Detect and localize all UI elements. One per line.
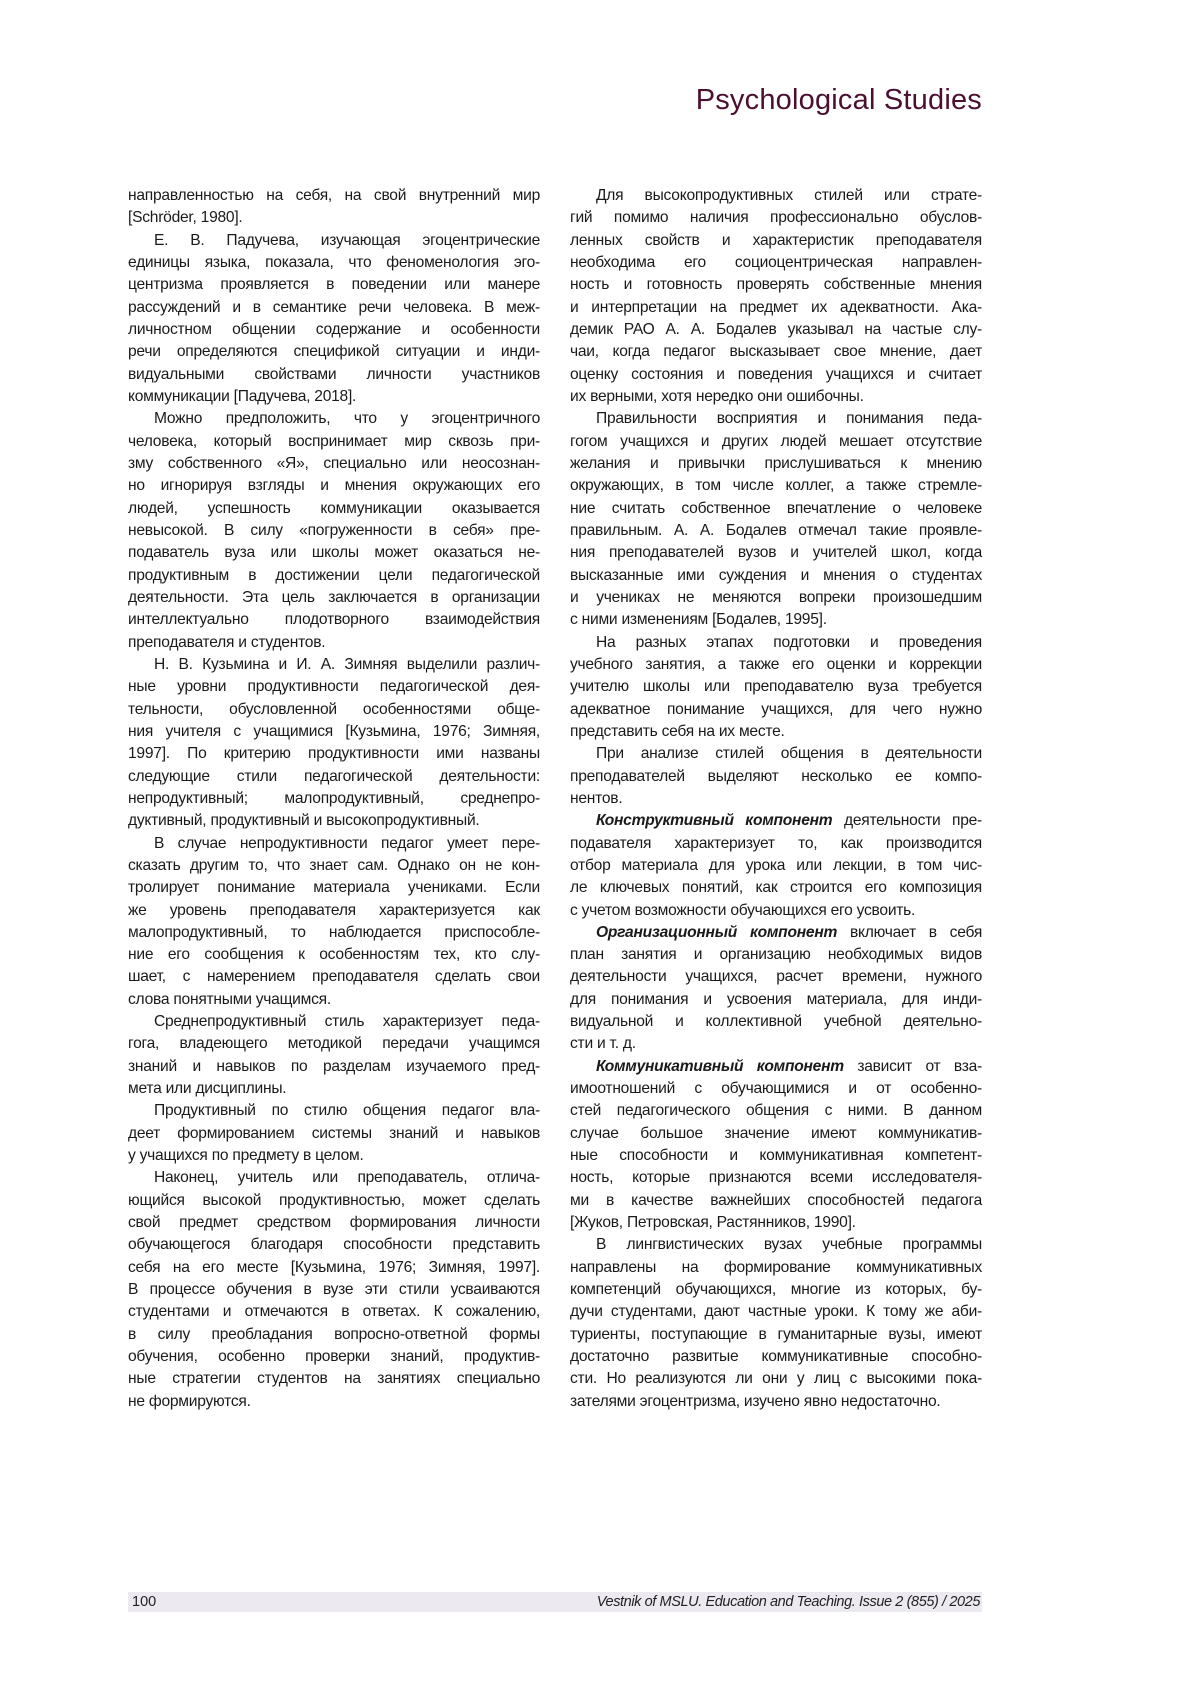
text-line bbox=[570, 1167, 982, 1189]
line-text: демик РАО А. А. Бодалев указывал на частые слу- bbox=[570, 321, 982, 338]
line-text: сказать другим то, что знает сам. Однако он не кон- bbox=[128, 857, 540, 874]
text-line bbox=[128, 1033, 540, 1055]
text-line bbox=[570, 1234, 982, 1256]
line-text: дучи студентами, дают частные уроки. К тому же аби- bbox=[570, 1303, 982, 1320]
text-line bbox=[128, 788, 540, 810]
line-text: зависит от вза- bbox=[844, 1058, 982, 1075]
text-line bbox=[570, 855, 982, 877]
line-text: ния учителя с учащимися [Кузьмина, 1976; Зимняя, bbox=[128, 723, 540, 740]
line-text: ные стратегии студентов на занятиях специально bbox=[128, 1370, 540, 1387]
paragraph bbox=[570, 632, 982, 744]
text-line bbox=[128, 944, 540, 966]
text-line bbox=[128, 989, 540, 1011]
text-line bbox=[570, 1212, 982, 1234]
text-line bbox=[128, 252, 540, 274]
text-line bbox=[128, 1145, 540, 1167]
paragraph bbox=[128, 230, 540, 409]
line-text: ле ключевых понятий, как строится его композиция bbox=[570, 879, 982, 896]
text-line bbox=[570, 453, 982, 475]
line-text: Среднепродуктивный стиль характеризует педа- bbox=[154, 1013, 540, 1030]
text-line bbox=[128, 1190, 540, 1212]
text-line bbox=[128, 274, 540, 296]
paragraph bbox=[570, 408, 982, 631]
text-line bbox=[570, 1190, 982, 1212]
text-line bbox=[570, 989, 982, 1011]
line-text: и интерпретации на предмет их адекватности. Ака- bbox=[570, 299, 982, 316]
paragraph bbox=[128, 1100, 540, 1167]
text-line bbox=[570, 230, 982, 252]
paragraph bbox=[570, 1234, 982, 1413]
text-line bbox=[570, 1301, 982, 1323]
text-line bbox=[128, 1167, 540, 1189]
text-line bbox=[570, 274, 982, 296]
line-text: ность и готовность проверять собственные мнения bbox=[570, 276, 982, 293]
text-line bbox=[128, 1078, 540, 1100]
line-text: отбор материала для урока или лекции, в том чис- bbox=[570, 857, 982, 874]
line-text: [Schröder, 1980]. bbox=[128, 209, 243, 226]
text-line bbox=[128, 364, 540, 386]
text-line bbox=[570, 1078, 982, 1100]
line-text: компетенций обучающихся, многие из которых, бу- bbox=[570, 1281, 982, 1298]
text-line bbox=[128, 319, 540, 341]
line-text: себя на его месте [Кузьмина, 1976; Зимняя, 1997]. bbox=[128, 1259, 540, 1276]
paragraph bbox=[128, 408, 540, 654]
text-line bbox=[128, 1011, 540, 1033]
text-line bbox=[570, 185, 982, 207]
paragraph bbox=[570, 922, 982, 1056]
line-text: случае большое значение имеют коммуникатив- bbox=[570, 1125, 982, 1142]
text-line bbox=[128, 699, 540, 721]
line-text: необходима его социоцентрическая направлен- bbox=[570, 254, 982, 271]
text-line bbox=[128, 1324, 540, 1346]
text-line bbox=[128, 855, 540, 877]
text-line bbox=[570, 966, 982, 988]
line-text: деет формированием системы знаний и навыков bbox=[128, 1125, 540, 1142]
text-line bbox=[570, 364, 982, 386]
text-line bbox=[128, 877, 540, 899]
text-line bbox=[570, 475, 982, 497]
line-text: продуктивным в достижении цели педагогической bbox=[128, 567, 540, 584]
text-line bbox=[570, 721, 982, 743]
text-line bbox=[570, 565, 982, 587]
text-line bbox=[128, 1368, 540, 1390]
text-line bbox=[128, 900, 540, 922]
text-line bbox=[570, 810, 982, 832]
line-text: учебного занятия, а также его оценки и коррекции bbox=[570, 656, 982, 673]
line-text: и учениках не меняются вопреки произошедшим bbox=[570, 589, 982, 606]
line-text: направлены на формирование коммуникативных bbox=[570, 1259, 982, 1276]
line-text: видуальными свойствами личности участников bbox=[128, 366, 540, 383]
line-text: коммуникации [Падучева, 2018]. bbox=[128, 388, 356, 405]
line-text: у учащихся по предмету в целом. bbox=[128, 1147, 364, 1164]
page-footer bbox=[128, 1592, 982, 1612]
line-text: оценку состояния и поведения учащихся и считает bbox=[570, 366, 982, 383]
line-text: В процессе обучения в вузе эти стили усваиваются bbox=[128, 1281, 540, 1298]
text-line bbox=[570, 207, 982, 229]
line-text: представить себя на их месте. bbox=[570, 723, 785, 740]
paragraph bbox=[128, 1011, 540, 1100]
line-text: ные способности и коммуникативная компетент- bbox=[570, 1147, 982, 1164]
line-text: единицы языка, показала, что феноменология эго- bbox=[128, 254, 540, 271]
paragraph bbox=[570, 810, 982, 922]
line-text: гогом учащихся и других людей мешает отсутствие bbox=[570, 433, 982, 450]
line-text: Наконец, учитель или преподаватель, отлича- bbox=[154, 1169, 540, 1186]
line-text: гога, владеющего методикой передачи учащимся bbox=[128, 1035, 540, 1052]
line-text: невысокой. В силу «погруженности в себя» пре- bbox=[128, 522, 540, 539]
text-line bbox=[570, 1346, 982, 1368]
line-text: ния преподавателей вузов и учителей школ, когда bbox=[570, 544, 982, 561]
text-line bbox=[128, 654, 540, 676]
text-line bbox=[570, 341, 982, 363]
text-line bbox=[570, 833, 982, 855]
text-line bbox=[570, 944, 982, 966]
line-text: При анализе стилей общения в деятельности bbox=[596, 745, 982, 762]
line-text: малопродуктивный, то наблюдается приспособле- bbox=[128, 924, 540, 941]
line-text: свой предмет средством формирования личности bbox=[128, 1214, 540, 1231]
line-text: зму собственного «Я», специально или неосознан- bbox=[128, 455, 540, 472]
text-line bbox=[128, 1212, 540, 1234]
line-text: деятельности пре- bbox=[832, 812, 982, 829]
page-number: 100 bbox=[132, 1593, 156, 1611]
line-text: знаний и навыков по разделам изучаемого пред- bbox=[128, 1058, 540, 1075]
line-text: ющийся высокой продуктивностью, может сделать bbox=[128, 1192, 540, 1209]
line-text: чаи, когда педагог высказывает свое мнение, дает bbox=[570, 343, 982, 360]
line-text: тельности, обусловленной особенностями обще- bbox=[128, 701, 540, 718]
line-text: слова понятными учащимся. bbox=[128, 991, 331, 1008]
paragraph bbox=[128, 654, 540, 833]
text-line bbox=[570, 1056, 982, 1078]
text-line bbox=[570, 676, 982, 698]
line-text: личностном общении содержание и особенности bbox=[128, 321, 540, 338]
line-text: окружающих, в том числе коллег, а также стремле- bbox=[570, 477, 982, 494]
line-text: [Жуков, Петровская, Растянников, 1990]. bbox=[570, 1214, 856, 1231]
text-line bbox=[128, 475, 540, 497]
text-line bbox=[570, 1368, 982, 1390]
line-text: для понимания и усвоения материала, для инди- bbox=[570, 991, 982, 1008]
text-line bbox=[128, 542, 540, 564]
line-text: гий помимо наличия профессионально обуслов- bbox=[570, 209, 982, 226]
text-line bbox=[128, 207, 540, 229]
text-line bbox=[570, 1100, 982, 1122]
text-line bbox=[570, 319, 982, 341]
line-text: Для высокопродуктивных стилей или страте- bbox=[596, 187, 982, 204]
text-line bbox=[128, 810, 540, 832]
section-title: Psychological Studies bbox=[696, 84, 982, 117]
line-text: сти и т. д. bbox=[570, 1035, 636, 1052]
component-term: Коммуникативный компонент bbox=[596, 1058, 844, 1075]
text-line bbox=[128, 721, 540, 743]
component-term: Конструктивный компонент bbox=[596, 812, 832, 829]
line-text: адекватное понимание учащихся, для чего нужно bbox=[570, 701, 982, 718]
line-text: студентами и отмечаются в ответах. К сожалению, bbox=[128, 1303, 540, 1320]
line-text: имоотношений с обучающимися и от особенно- bbox=[570, 1080, 982, 1097]
line-text: преподавателей выделяют несколько ее компо- bbox=[570, 768, 982, 785]
line-text: желания и привычки прислушиваться к мнению bbox=[570, 455, 982, 472]
text-line bbox=[570, 542, 982, 564]
line-text: зателями эгоцентризма, изучено явно недостаточно. bbox=[570, 1393, 941, 1410]
line-text: ми в качестве важнейших способностей педагога bbox=[570, 1192, 982, 1209]
line-text: ние его сообщения к особенностям тех, кто слу- bbox=[128, 946, 540, 963]
line-text: шает, с намерением преподавателя сделать свои bbox=[128, 968, 540, 985]
paragraph bbox=[128, 185, 540, 230]
line-text: мета или дисциплины. bbox=[128, 1080, 286, 1097]
line-text: человека, который воспринимает мир сквозь при- bbox=[128, 433, 540, 450]
line-text: следующие стили педагогической деятельности: bbox=[128, 768, 540, 785]
text-line bbox=[128, 185, 540, 207]
line-text: с учетом возможности обучающихся его усвоить. bbox=[570, 902, 915, 919]
line-text: их верными, хотя нередко они ошибочны. bbox=[570, 388, 864, 405]
text-line bbox=[128, 676, 540, 698]
text-line bbox=[128, 966, 540, 988]
text-line bbox=[128, 1056, 540, 1078]
line-text: 1997]. По критерию продуктивности ими названы bbox=[128, 745, 540, 762]
text-line bbox=[128, 1234, 540, 1256]
line-text: интеллектуально плодотворного взаимодействия bbox=[128, 611, 540, 628]
paragraph bbox=[128, 1167, 540, 1413]
paragraph bbox=[570, 743, 982, 810]
line-text: ные уровни продуктивности педагогической дея- bbox=[128, 678, 540, 695]
text-line bbox=[570, 654, 982, 676]
text-line bbox=[128, 341, 540, 363]
line-text: направленностью на себя, на свой внутренний мир bbox=[128, 187, 540, 204]
text-line bbox=[570, 252, 982, 274]
line-text: правильным. А. А. Бодалев отмечал такие проявле- bbox=[570, 522, 982, 539]
line-text: На разных этапах подготовки и проведения bbox=[596, 634, 982, 651]
component-term: Организационный компонент bbox=[596, 924, 837, 941]
text-line bbox=[570, 788, 982, 810]
text-line bbox=[128, 743, 540, 765]
paragraph bbox=[570, 1056, 982, 1235]
line-text: нентов. bbox=[570, 790, 622, 807]
line-text: рассуждений и в семантике речи человека. В меж- bbox=[128, 299, 540, 316]
text-line bbox=[128, 587, 540, 609]
text-line bbox=[570, 1123, 982, 1145]
text-line bbox=[570, 900, 982, 922]
text-line bbox=[128, 297, 540, 319]
line-text: Н. В. Кузьмина и И. А. Зимняя выделили различ- bbox=[154, 656, 540, 673]
text-column-right bbox=[570, 185, 982, 1413]
line-text: обучения, особенно проверки знаний, продуктив- bbox=[128, 1348, 540, 1365]
line-text: центризма проявляется в поведении или манере bbox=[128, 276, 540, 293]
line-text: включает в себя bbox=[837, 924, 982, 941]
text-line bbox=[570, 1391, 982, 1413]
text-line bbox=[570, 1145, 982, 1167]
line-text: в силу преобладания вопросно-ответной формы bbox=[128, 1326, 540, 1343]
line-text: высказанные ими суждения и мнения о студентах bbox=[570, 567, 982, 584]
line-text: но игнорируя взгляды и мнения окружающих его bbox=[128, 477, 540, 494]
text-line bbox=[128, 833, 540, 855]
line-text: непродуктивный; малопродуктивный, среднепро- bbox=[128, 790, 540, 807]
text-line bbox=[570, 386, 982, 408]
text-line bbox=[128, 453, 540, 475]
line-text: ние считать собственное впечатление о человеке bbox=[570, 500, 982, 517]
text-line bbox=[128, 609, 540, 631]
text-line bbox=[570, 609, 982, 631]
line-text: с ними изменениям [Бодалев, 1995]. bbox=[570, 611, 827, 628]
text-line bbox=[570, 1033, 982, 1055]
line-text: ленных свойств и характеристик преподавателя bbox=[570, 232, 982, 249]
text-line bbox=[128, 1301, 540, 1323]
text-line bbox=[128, 520, 540, 542]
text-line bbox=[570, 877, 982, 899]
line-text: не формируются. bbox=[128, 1393, 251, 1410]
text-line bbox=[128, 386, 540, 408]
text-line bbox=[570, 699, 982, 721]
text-line bbox=[570, 1324, 982, 1346]
line-text: же уровень преподавателя характеризуется как bbox=[128, 902, 540, 919]
text-line bbox=[128, 408, 540, 430]
line-text: преподавателя и студентов. bbox=[128, 634, 325, 651]
text-line bbox=[570, 766, 982, 788]
line-text: деятельности учащихся, расчет времени, нужного bbox=[570, 968, 982, 985]
line-text: стей педагогического общения с ними. В данном bbox=[570, 1102, 982, 1119]
line-text: Правильности восприятия и понимания педа- bbox=[596, 410, 982, 427]
line-text: видуальной и коллективной учебной деятельно- bbox=[570, 1013, 982, 1030]
line-text: Продуктивный по стилю общения педагог вла- bbox=[154, 1102, 540, 1119]
text-line bbox=[128, 632, 540, 654]
line-text: Можно предположить, что у эгоцентричного bbox=[154, 410, 540, 427]
text-line bbox=[570, 1011, 982, 1033]
text-line bbox=[128, 766, 540, 788]
line-text: Е. В. Падучева, изучающая эгоцентрические bbox=[154, 232, 540, 249]
text-line bbox=[570, 587, 982, 609]
text-line bbox=[570, 743, 982, 765]
text-line bbox=[570, 408, 982, 430]
line-text: план занятия и организацию необходимых видов bbox=[570, 946, 982, 963]
line-text: В лингвистических вузах учебные программы bbox=[596, 1236, 982, 1253]
line-text: речи определяются спецификой ситуации и инди- bbox=[128, 343, 540, 360]
text-line bbox=[570, 520, 982, 542]
text-line bbox=[570, 922, 982, 944]
text-line bbox=[128, 1279, 540, 1301]
line-text: В случае непродуктивности педагог умеет пере- bbox=[154, 835, 540, 852]
text-line bbox=[570, 632, 982, 654]
text-line bbox=[128, 230, 540, 252]
text-line bbox=[128, 1123, 540, 1145]
line-text: деятельности. Эта цель заключается в организации bbox=[128, 589, 540, 606]
line-text: учителю школы или преподавателю вуза требуется bbox=[570, 678, 982, 695]
text-line bbox=[570, 431, 982, 453]
text-line bbox=[128, 431, 540, 453]
line-text: подаватель вуза или школы может оказаться не- bbox=[128, 544, 540, 561]
line-text: обучающегося благодаря способности представить bbox=[128, 1236, 540, 1253]
paragraph bbox=[128, 833, 540, 1012]
line-text: ность, которые признаются всеми исследователя- bbox=[570, 1169, 982, 1186]
text-line bbox=[128, 565, 540, 587]
text-line bbox=[128, 1100, 540, 1122]
line-text: подавателя характеризует то, как производится bbox=[570, 835, 982, 852]
text-line bbox=[128, 498, 540, 520]
text-line bbox=[128, 1346, 540, 1368]
line-text: туриенты, поступающие в гуманитарные вузы, имеют bbox=[570, 1326, 982, 1343]
text-line bbox=[128, 1257, 540, 1279]
line-text: дуктивный, продуктивный и высокопродуктивный. bbox=[128, 812, 480, 829]
text-column-left bbox=[128, 185, 540, 1413]
text-line bbox=[570, 1279, 982, 1301]
text-line bbox=[570, 498, 982, 520]
journal-citation: Vestnik of MSLU. Education and Teaching. Issue 2 (855) / 2025 bbox=[597, 1593, 980, 1611]
text-line bbox=[570, 297, 982, 319]
line-text: тролирует понимание материала учениками. Если bbox=[128, 879, 540, 896]
text-line bbox=[128, 1391, 540, 1413]
line-text: достаточно развитые коммуникативные способно- bbox=[570, 1348, 982, 1365]
line-text: сти. Но реализуются ли они у лиц с высокими пока- bbox=[570, 1370, 982, 1387]
text-line bbox=[128, 922, 540, 944]
text-line bbox=[570, 1257, 982, 1279]
paragraph bbox=[570, 185, 982, 408]
line-text: людей, успешность коммуникации оказывается bbox=[128, 500, 540, 517]
